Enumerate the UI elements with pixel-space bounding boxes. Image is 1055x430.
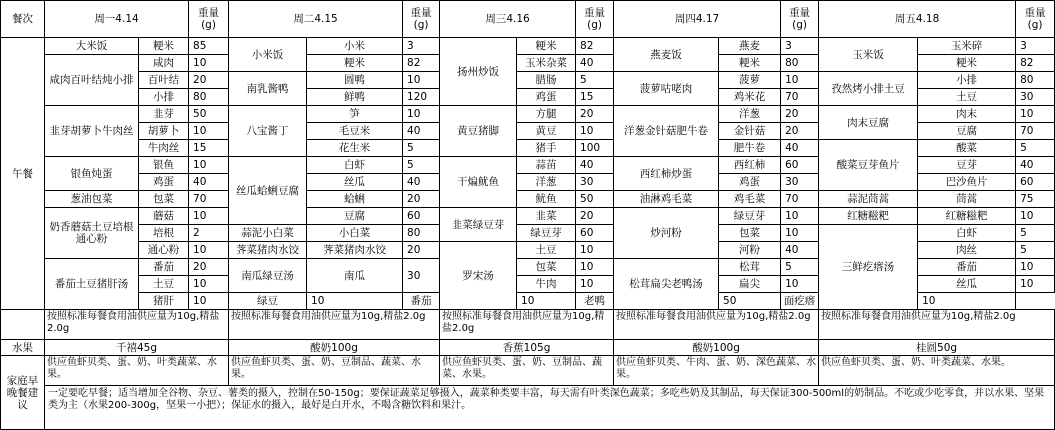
ingredient-name: 老鸭 (576, 293, 614, 310)
ingredient-name: 花生米 (307, 140, 403, 157)
dish-name: 南乳酱鸭 (229, 72, 307, 106)
bottom-note: 一定要吃早餐；适当增加全谷物、杂豆、薯类的摄入，控制在50-150g；要保证蔬菜足够摄入，蔬菜种类要丰富，每天需有叶类深色蔬菜；多吃些奶及其制品，每天保证300-500ml的奶制品。不吃或少吃零食，并以水果、坚果类为主（水果200-300g，坚果一小把）；保证水的摄入，最好是白开水，不喝含糖饮料和果汁。 (45, 386, 1055, 430)
ingredient-name: 鸡蛋 (517, 89, 576, 106)
ingredient-weight: 5 (403, 157, 440, 174)
ingredient-name: 方腿 (517, 106, 576, 123)
ingredient-name: 豆芽 (918, 157, 1016, 174)
weight-header: 重量 (g) (781, 1, 819, 38)
ingredient-name: 包菜 (719, 225, 781, 242)
ingredient-name: 百叶结 (139, 72, 189, 89)
ingredient-weight: 80 (403, 225, 440, 242)
ingredient-name: 丝瓜 (307, 174, 403, 191)
dish-name: 松茸扁尖老鸭汤 (614, 259, 719, 310)
oil-note: 按照标准每餐食用油供应量为10g,精盐2.0g (614, 310, 819, 340)
dish-name: 韭芽胡萝卜牛肉丝 (45, 106, 139, 157)
dish-name: 酸菜豆芽鱼片 (819, 140, 918, 191)
ingredient-name: 鸡毛菜 (719, 191, 781, 208)
ingredient-weight: 40 (781, 140, 819, 157)
ingredient-name: 牛肉 (517, 276, 576, 293)
ingredient-name: 粳米 (139, 38, 189, 55)
ingredient-weight: 80 (189, 89, 229, 106)
ingredient-name: 番茄 (403, 293, 440, 310)
ingredient-name: 肥牛卷 (719, 140, 781, 157)
ingredient-weight: 5 (1016, 140, 1055, 157)
ingredient-name: 南瓜 (307, 259, 403, 293)
ingredient-weight: 20 (189, 259, 229, 276)
dish-name: 红糖糍粑 (819, 208, 918, 225)
ingredient-name: 玉米杂菜 (517, 55, 576, 72)
ingredient-weight: 85 (189, 38, 229, 55)
ingredient-weight: 30 (1016, 89, 1055, 106)
ingredient-weight: 80 (1016, 72, 1055, 89)
dish-name: 黄豆猪脚 (440, 106, 517, 157)
ingredient-name: 番茄 (139, 259, 189, 276)
dish-name: 韭菜绿豆芽 (440, 208, 517, 242)
ingredient-weight: 82 (1016, 55, 1055, 72)
ingredient-name: 绿豆 (229, 293, 307, 310)
dish-name: 油淋鸡毛菜 (614, 191, 719, 208)
ingredient-name: 土豆 (918, 89, 1016, 106)
weight-header: 重量 (g) (189, 1, 229, 38)
weight-header: 重量 (g) (576, 1, 614, 38)
day-header: 周五4.18 (819, 1, 1016, 38)
ingredient-weight: 50 (719, 293, 781, 310)
ingredient-weight: 10 (189, 208, 229, 225)
ingredient-name: 番茄 (918, 259, 1016, 276)
ingredient-name: 韭菜 (517, 208, 576, 225)
ingredient-weight: 82 (576, 38, 614, 55)
ingredient-weight: 40 (403, 174, 440, 191)
ingredient-weight: 70 (189, 191, 229, 208)
ingredient-name: 肉末 (918, 106, 1016, 123)
dish-name: 玉米饭 (819, 38, 918, 72)
dish-name: 荠菜猪肉水饺 (229, 242, 307, 259)
day-header: 周三4.16 (440, 1, 576, 38)
ingredient-name: 茼蒿 (918, 191, 1016, 208)
ingredient-weight: 5 (1016, 225, 1055, 242)
dish-name: 菠萝咕咾肉 (614, 72, 719, 106)
fruit-item: 酸奶100g (614, 340, 819, 356)
ingredient-weight: 20 (576, 208, 614, 225)
oil-note: 按照标准每餐食用油供应量为10g,精盐2.0g (229, 310, 440, 340)
ingredient-name: 粳米 (719, 55, 781, 72)
ingredient-name: 松茸 (719, 259, 781, 276)
ingredient-weight: 50 (576, 191, 614, 208)
ingredient-name: 金针菇 (719, 123, 781, 140)
ingredient-weight: 70 (781, 191, 819, 208)
ingredient-weight: 2 (189, 225, 229, 242)
ingredient-weight: 3 (781, 38, 819, 55)
ingredient-name: 菠萝 (719, 72, 781, 89)
ingredient-weight: 80 (781, 55, 819, 72)
ingredient-name: 白虾 (918, 225, 1016, 242)
dish-name: 肉末豆腐 (819, 106, 918, 140)
dish-name: 银鱼炖蛋 (45, 157, 139, 191)
family-label: 家庭早晚餐建议 (1, 356, 45, 430)
ingredient-name: 鲜鸭 (307, 89, 403, 106)
ingredient-name: 玉米碎 (918, 38, 1016, 55)
ingredient-name: 包菜 (517, 259, 576, 276)
ingredient-weight: 40 (1016, 157, 1055, 174)
ingredient-name: 猪手 (517, 140, 576, 157)
ingredient-name: 白虾 (307, 157, 403, 174)
ingredient-weight: 10 (1016, 259, 1055, 276)
ingredient-weight: 60 (1016, 174, 1055, 191)
ingredient-weight: 5 (403, 140, 440, 157)
ingredient-name: 培根 (139, 225, 189, 242)
ingredient-weight: 40 (403, 123, 440, 140)
ingredient-weight: 20 (403, 242, 440, 259)
ingredient-name: 圆鸭 (307, 72, 403, 89)
ingredient-name: 小白菜 (307, 225, 403, 242)
ingredient-weight: 10 (189, 123, 229, 140)
family-suggestion: 供应鱼虾贝类、蛋、奶、叶类蔬菜、水果。 (45, 356, 229, 386)
ingredient-name: 燕麦 (719, 38, 781, 55)
ingredient-weight: 20 (781, 123, 819, 140)
ingredient-weight: 5 (781, 259, 819, 276)
fruit-item: 酸奶100g (229, 340, 440, 356)
ingredient-name: 笋 (307, 106, 403, 123)
ingredient-weight: 5 (1016, 242, 1055, 259)
oil-note-spacer (1, 310, 45, 340)
ingredient-weight: 40 (189, 174, 229, 191)
meal-header: 餐次 (1, 1, 45, 38)
oil-note: 按照标准每餐食用油供应量为10g,精盐2.0g (440, 310, 614, 340)
ingredient-name: 鸡蛋 (139, 174, 189, 191)
ingredient-name: 通心粉 (139, 242, 189, 259)
dish-name: 南瓜绿豆汤 (229, 259, 307, 293)
dish-name: 西红柿炒蛋 (614, 157, 719, 191)
dish-name: 奶香蘑菇土豆培根通心粉 (45, 208, 139, 259)
day-header: 周二4.15 (229, 1, 403, 38)
ingredient-weight: 40 (576, 157, 614, 174)
ingredient-weight: 10 (1016, 276, 1055, 293)
ingredient-weight: 10 (307, 293, 403, 310)
ingredient-weight: 10 (576, 259, 614, 276)
dish-name: 番茄土豆猪肝汤 (45, 259, 139, 310)
ingredient-name: 扁尖 (719, 276, 781, 293)
ingredient-weight: 20 (403, 191, 440, 208)
day-header: 周一4.14 (45, 1, 189, 38)
ingredient-name: 丝瓜 (918, 276, 1016, 293)
ingredient-weight: 60 (781, 157, 819, 174)
oil-note: 按照标准每餐食用油供应量为10g,精盐2.0g (819, 310, 1055, 340)
ingredient-weight: 30 (781, 174, 819, 191)
ingredient-weight: 20 (189, 72, 229, 89)
ingredient-name: 粳米 (307, 55, 403, 72)
ingredient-name: 肉丝 (918, 242, 1016, 259)
ingredient-name: 包菜 (139, 191, 189, 208)
fruit-label: 水果 (1, 340, 45, 356)
ingredient-weight: 10 (189, 157, 229, 174)
dish-name: 扬州炒饭 (440, 38, 517, 106)
ingredient-name: 银鱼 (139, 157, 189, 174)
ingredient-weight: 10 (576, 242, 614, 259)
ingredient-weight: 3 (1016, 38, 1055, 55)
dish-name: 小米饭 (229, 38, 307, 72)
ingredient-weight: 10 (918, 293, 1016, 310)
ingredient-weight: 10 (403, 106, 440, 123)
ingredient-name: 腊肠 (517, 72, 576, 89)
ingredient-name: 咸肉 (139, 55, 189, 72)
dish-name: 蒜泥茼蒿 (819, 191, 918, 208)
family-suggestion: 供应鱼虾贝类、蛋、奶、叶类蔬菜、水果。 (819, 356, 1055, 386)
ingredient-weight: 10 (403, 72, 440, 89)
ingredient-weight: 20 (576, 106, 614, 123)
ingredient-weight: 10 (781, 72, 819, 89)
ingredient-weight: 40 (576, 55, 614, 72)
ingredient-weight: 60 (576, 225, 614, 242)
fruit-item: 桂圆50g (819, 340, 1055, 356)
dish-name: 蒜泥小白菜 (229, 225, 307, 242)
ingredient-name: 绿豆芽 (719, 208, 781, 225)
dish-name: 孜然烤小排土豆 (819, 72, 918, 106)
ingredient-name: 猪肝 (139, 293, 189, 310)
ingredient-weight: 30 (576, 174, 614, 191)
ingredient-name: 蒜苗 (517, 157, 576, 174)
family-suggestion: 供应鱼虾贝类、蛋、奶、豆制品、蔬菜、水果。 (440, 356, 614, 386)
ingredient-name: 绿豆芽 (517, 225, 576, 242)
ingredient-weight: 10 (781, 276, 819, 293)
ingredient-name: 豆腐 (918, 123, 1016, 140)
ingredient-weight: 40 (781, 242, 819, 259)
ingredient-weight: 70 (1016, 123, 1055, 140)
ingredient-weight: 10 (189, 293, 229, 310)
ingredient-name: 粳米 (918, 55, 1016, 72)
dish-name: 罗宋汤 (440, 242, 517, 310)
ingredient-name: 酸菜 (918, 140, 1016, 157)
ingredient-name: 红糖糍粑 (918, 208, 1016, 225)
ingredient-name: 粳米 (517, 38, 576, 55)
ingredient-name: 胡萝卜 (139, 123, 189, 140)
weight-header: 重量 (g) (1016, 1, 1055, 38)
dish-name: 炒河粉 (614, 208, 719, 259)
family-suggestion: 供应鱼虾贝类、牛肉、蛋、奶、深色蔬菜、水果。 (614, 356, 819, 386)
ingredient-name: 毛豆米 (307, 123, 403, 140)
ingredient-name: 河粉 (719, 242, 781, 259)
ingredient-weight: 10 (1016, 208, 1055, 225)
dish-name: 燕麦饭 (614, 38, 719, 72)
dish-name: 葱油包菜 (45, 191, 139, 208)
ingredient-name: 洋葱 (719, 106, 781, 123)
ingredient-weight: 10 (1016, 106, 1055, 123)
ingredient-weight: 20 (781, 106, 819, 123)
ingredient-name: 蘑菇 (139, 208, 189, 225)
ingredient-weight: 5 (576, 72, 614, 89)
dish-name: 洋葱金针菇肥牛卷 (614, 106, 719, 157)
weight-header: 重量 (g) (403, 1, 440, 38)
ingredient-name: 蛤蜊 (307, 191, 403, 208)
ingredient-weight: 60 (403, 208, 440, 225)
ingredient-weight: 10 (781, 208, 819, 225)
ingredient-name: 鸡蛋 (719, 174, 781, 191)
ingredient-name: 韭芽 (139, 106, 189, 123)
dish-name: 大米饭 (45, 38, 139, 55)
dish-name: 干煸鱿鱼 (440, 157, 517, 208)
ingredient-name: 豆腐 (307, 208, 403, 225)
ingredient-weight: 10 (189, 276, 229, 293)
ingredient-weight: 15 (576, 89, 614, 106)
ingredient-weight: 70 (781, 89, 819, 106)
ingredient-name: 荠菜猪肉水饺 (307, 242, 403, 259)
ingredient-weight: 30 (403, 259, 440, 293)
ingredient-name: 巴沙鱼片 (918, 174, 1016, 191)
ingredient-name: 鱿鱼 (517, 191, 576, 208)
family-suggestion: 供应鱼虾贝类、蛋、奶、豆制品、蔬菜、水果。 (229, 356, 440, 386)
ingredient-weight: 10 (576, 123, 614, 140)
oil-note: 按照标准每餐食用油供应量为10g,精盐2.0g (45, 310, 229, 340)
fruit-item: 香蕉105g (440, 340, 614, 356)
day-header: 周四4.17 (614, 1, 781, 38)
ingredient-weight: 50 (189, 106, 229, 123)
ingredient-name: 土豆 (139, 276, 189, 293)
ingredient-name: 牛肉丝 (139, 140, 189, 157)
dish-name: 丝瓜蛤蜊豆腐 (229, 157, 307, 225)
dish-name: 咸肉百叶结炖小排 (45, 55, 139, 106)
ingredient-weight: 10 (781, 225, 819, 242)
ingredient-name: 小排 (918, 72, 1016, 89)
lunch-label: 午餐 (1, 38, 45, 310)
ingredient-weight: 10 (517, 293, 576, 310)
dish-name: 八宝酱丁 (229, 106, 307, 157)
ingredient-name: 土豆 (517, 242, 576, 259)
ingredient-weight: 120 (403, 89, 440, 106)
ingredient-name: 西红柿 (719, 157, 781, 174)
ingredient-weight: 75 (1016, 191, 1055, 208)
ingredient-name: 黄豆 (517, 123, 576, 140)
ingredient-weight: 15 (189, 140, 229, 157)
ingredient-name: 小米 (307, 38, 403, 55)
ingredient-name: 鸡米花 (719, 89, 781, 106)
fruit-item: 千禧45g (45, 340, 229, 356)
ingredient-name: 面疙瘩 (781, 293, 819, 310)
ingredient-weight: 100 (576, 140, 614, 157)
ingredient-weight: 82 (403, 55, 440, 72)
dish-name: 三鲜疙瘩汤 (819, 225, 918, 310)
ingredient-weight: 3 (403, 38, 440, 55)
ingredient-name: 小排 (139, 89, 189, 106)
ingredient-weight: 10 (189, 242, 229, 259)
ingredient-name: 洋葱 (517, 174, 576, 191)
ingredient-weight: 10 (189, 55, 229, 72)
ingredient-weight: 10 (576, 276, 614, 293)
